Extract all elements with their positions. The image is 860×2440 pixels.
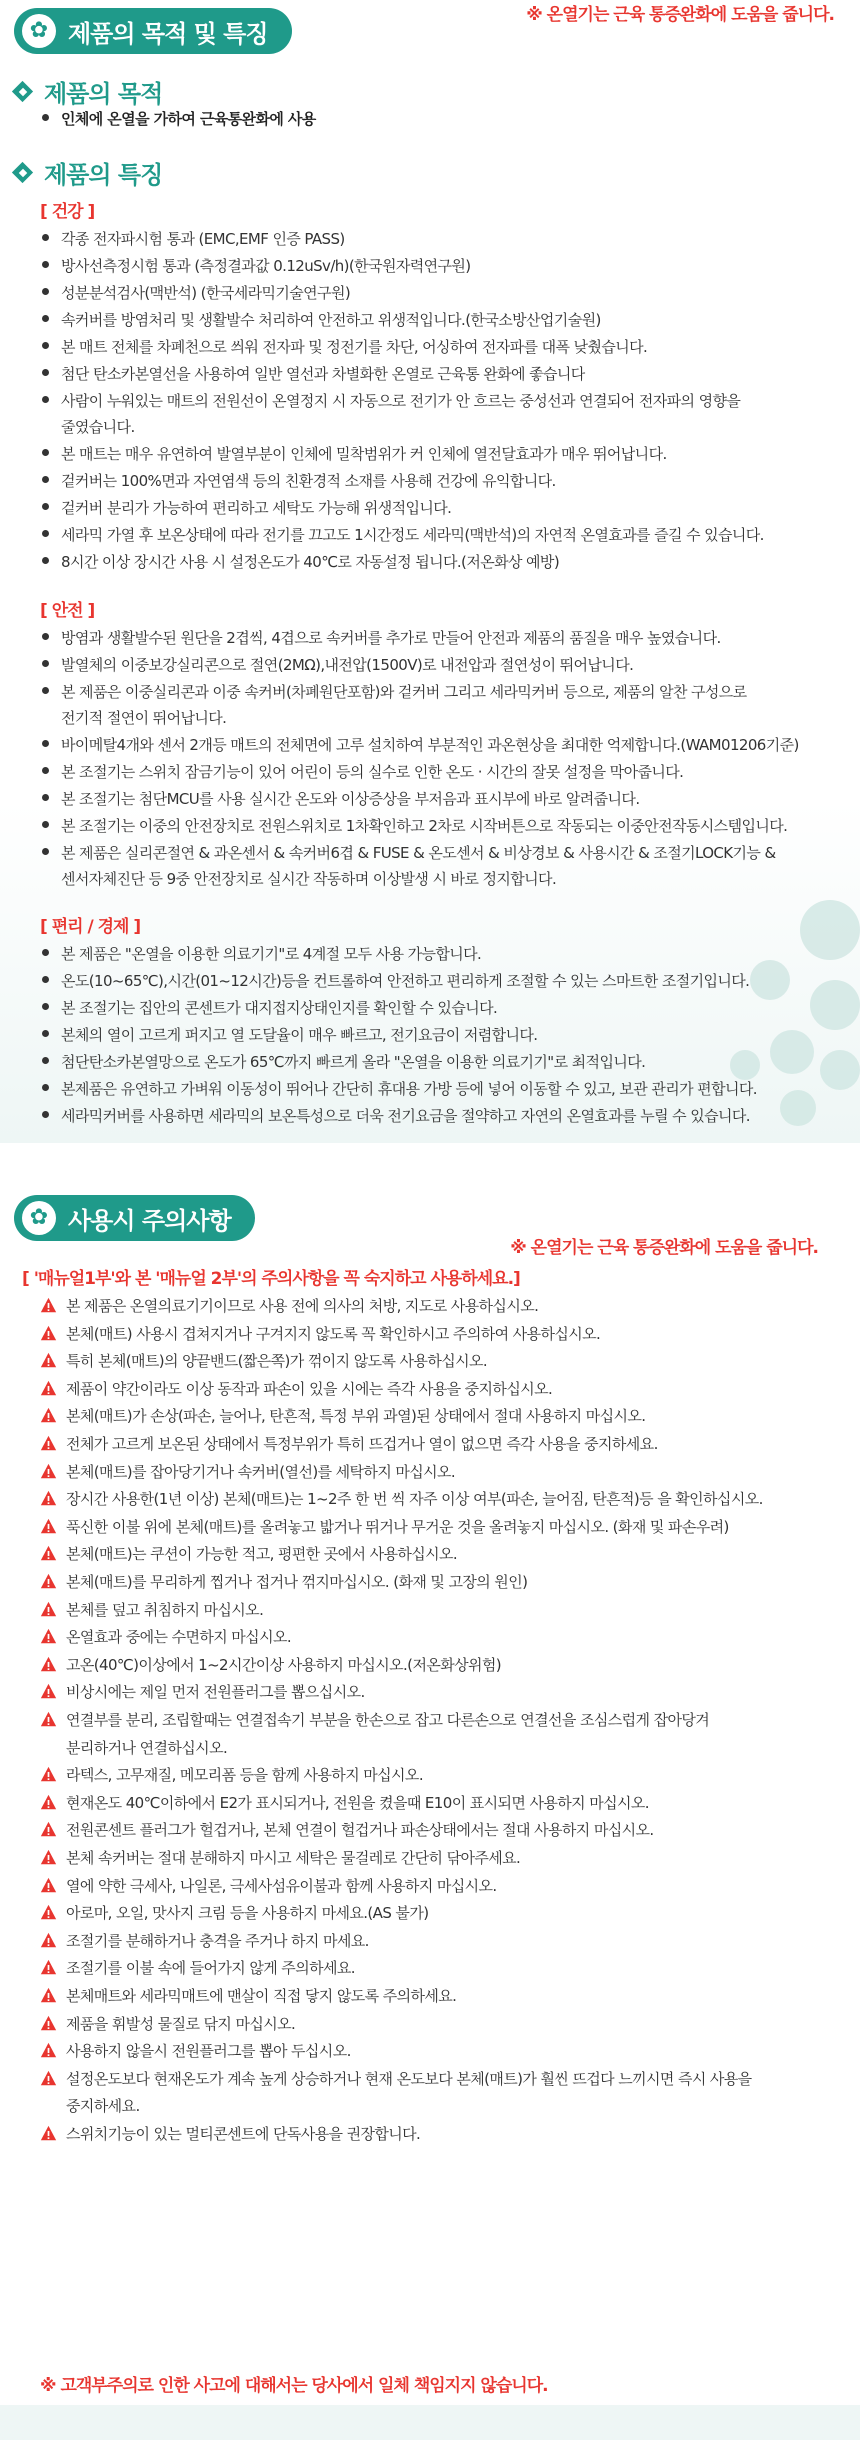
list-item: 바이메탈4개와 센서 2개등 매트의 전체면에 고루 설치하여 부분적인 과온현상을 최대한 억제합니다.(WAM01206기준) xyxy=(42,734,799,755)
caution-item xyxy=(40,1350,487,1371)
warning-triangle-icon xyxy=(40,1794,57,1811)
gear-icon: ✿ xyxy=(22,14,56,48)
top-note: ※ 온열기는 근육 통증완화에 도움을 줍니다. xyxy=(526,5,834,25)
purpose-title: 제품의 목적 xyxy=(44,80,163,108)
health-label: [ 건강 ] xyxy=(40,202,95,222)
warning-triangle-icon xyxy=(40,1656,57,1673)
caution-text: 본체(매트)가 손상(파손, 늘어나, 탄흔적, 특정 부위 과열)된 상태에서 절대 사용하지 마십시오. xyxy=(66,1407,646,1426)
list-item: 본 매트는 매우 유연하여 발열부분이 인체에 밀착범위가 커 인체에 열전달효과가 매우 뛰어납니다. xyxy=(42,443,667,464)
caution-item xyxy=(40,1819,654,1840)
list-item: 발열체의 이중보강실리콘으로 절연(2MΩ),내전압(1500V)로 내전압과 절연성이 뛰어납니다. xyxy=(42,654,633,675)
features-title: 제품의 특징 xyxy=(44,161,163,189)
warning-triangle-icon xyxy=(40,1490,57,1507)
warning-triangle-icon xyxy=(40,1711,57,1728)
caution-item xyxy=(40,1654,501,1675)
caution-text: 본체를 덮고 취침하지 마십시오. xyxy=(66,1600,264,1619)
list-item: 8시간 이상 장시간 사용 시 설정온도가 40℃로 자동설정 됩니다.(저온화상 예방) xyxy=(42,551,559,572)
list-item: 세라믹 가열 후 보온상태에 따라 전기를 끄고도 1시간정도 세라믹(맥반석)의 자연적 온열효과를 즐길 수 있습니다. xyxy=(42,524,764,545)
warning-triangle-icon xyxy=(40,1849,57,1866)
warning-triangle-icon xyxy=(40,1435,57,1452)
list-item: 본 매트 전체를 차폐천으로 씌워 전자파 및 정전기를 차단, 어싱하여 전자파를 대폭 낮췄습니다. xyxy=(42,336,647,357)
caution-text: 스위치기능이 있는 멀티콘센트에 단독사용을 권장합니다. xyxy=(66,2125,421,2143)
warning-triangle-icon xyxy=(40,1959,57,1976)
warning-triangle-icon xyxy=(40,1407,57,1424)
list-item: 본체의 열이 고르게 퍼지고 열 도달율이 매우 빠르고, 전기요금이 저렴합니다. xyxy=(42,1024,537,1045)
caution-item xyxy=(40,1875,497,1896)
caution-text: 조절기를 이불 속에 들어가지 않게 주의하세요. xyxy=(66,1959,355,1978)
caution-item xyxy=(40,1599,263,1620)
caution-text: 고온(40℃)이상에서 1~2시간이상 사용하지 마십시오.(저온화상위험) xyxy=(66,1655,502,1674)
caution-item xyxy=(40,2040,351,2061)
bullet-icon xyxy=(42,114,49,121)
caution-text: 전체가 고르게 보온된 상태에서 특정부위가 특히 뜨겁거나 열이 없으면 즉각 사용을 중지하세요. xyxy=(66,1435,658,1453)
caution-text: 제품이 약간이라도 이상 동작과 파손이 있을 시에는 즉각 사용을 중지하십시오. xyxy=(66,1379,553,1398)
caution-text: 열에 약한 극세사, 나일론, 극세사섬유이불과 함께 사용하지 마십시오. xyxy=(66,1876,497,1895)
caution-item xyxy=(40,1405,645,1426)
caution-item xyxy=(40,1378,552,1399)
caution-text: 본체(매트)를 무리하게 찝거나 접거나 꺾지마십시오. (화재 및 고장의 원인) xyxy=(66,1573,528,1591)
list-item: 본 제품은 이중실리콘과 이중 속커버(차폐원단포함)와 겉커버 그리고 세라믹커버 등으로, 제품의 알찬 구성으로 xyxy=(42,681,747,702)
caution-text: 특히 본체(매트)의 양끝밴드(짧은쪽)가 꺾이지 않도록 사용하십시오. xyxy=(66,1352,488,1371)
caution-text: 전원콘센트 플러그가 헐겁거나, 본체 연결이 헐겁거나 파손상태에서는 절대 사용하지 마십시오. xyxy=(66,1821,654,1840)
features-section xyxy=(0,0,860,1143)
list-item: 본 제품은 "온열을 이용한 의료기기"로 4계절 모두 사용 가능합니다. xyxy=(42,943,481,964)
warning-triangle-icon xyxy=(40,1987,57,2004)
gear-icon: ✿ xyxy=(22,1201,56,1235)
list-item: 방사선측정시험 통과 (측정결과값 0.12uSv/h)(한국원자력연구원) xyxy=(42,255,471,276)
caution-text: 비상시에는 제일 먼저 전원플러그를 뽑으십시오. xyxy=(66,1683,365,1702)
warning-triangle-icon xyxy=(40,1545,57,1562)
warning-triangle-icon xyxy=(40,1297,57,1314)
caution-item xyxy=(40,2123,420,2144)
caution-text: 조절기를 분해하거나 충격을 주거나 하지 마세요. xyxy=(66,1931,369,1950)
warning-triangle-icon xyxy=(40,1683,57,1700)
caution-item xyxy=(40,2013,295,2034)
list-item: 본 조절기는 집안의 콘센트가 대지접지상태인지를 확인할 수 있습니다. xyxy=(42,997,497,1018)
list-item: 겉커버 분리가 가능하여 편리하고 세탁도 가능해 위생적입니다. xyxy=(42,497,451,518)
list-item: 겉커버는 100%면과 자연염색 등의 친환경적 소재를 사용해 건강에 유익합니다. xyxy=(42,470,556,491)
warning-triangle-icon xyxy=(40,1518,57,1535)
warning-triangle-icon xyxy=(40,1904,57,1921)
caution-item xyxy=(40,1488,763,1509)
caution-item xyxy=(40,1764,423,1785)
caution-item xyxy=(40,1792,649,1813)
list-item: 사람이 누워있는 매트의 전원선이 온열정지 시 자동으로 전기가 안 흐르는 중성선과 연결되어 전자파의 영향을 xyxy=(42,390,740,411)
list-item-continued: 줄였습니다. xyxy=(61,418,135,436)
caution-item-continued: 분리하거나 연결하십시오. xyxy=(66,1738,228,1757)
cautions-section xyxy=(0,1143,860,2440)
section-title-pill xyxy=(14,8,292,54)
list-item: 본제품은 유연하고 가벼워 이동성이 뛰어나 간단히 휴대용 가방 등에 넣어 이동할 수 있고, 보관 관리가 편합니다. xyxy=(42,1078,757,1099)
list-item: 첨단 탄소카본열선을 사용하여 일반 열선과 차별화한 온열로 근육통 완화에 좋습니다 xyxy=(42,363,585,384)
warning-triangle-icon xyxy=(40,1932,57,1949)
list-item: 본 조절기는 첨단MCU를 사용 실시간 온도와 이상증상을 부저음과 표시부에 바로 알려줍니다. xyxy=(42,788,640,809)
warning-triangle-icon xyxy=(40,2015,57,2032)
warning-triangle-icon xyxy=(40,1573,57,1590)
list-item: 성분분석검사(맥반석) (한국세라믹기술연구원) xyxy=(42,282,350,303)
list-item: 본 조절기는 이중의 안전장치로 전원스위치로 1차확인하고 2차로 시작버튼으로 작동되는 이중안전작동시스템입니다. xyxy=(42,815,787,836)
list-item: 세라믹커버를 사용하면 세라믹의 보온특성으로 더욱 전기요금을 절약하고 자연의 온열효과를 누릴 수 있습니다. xyxy=(42,1105,750,1126)
warning-triangle-icon xyxy=(40,1877,57,1894)
warning-triangle-icon xyxy=(40,1352,57,1369)
caution-text: 연결부를 분리, 조립할때는 연결접속기 부분을 한손으로 잡고 다른손으로 연결선을 조심스럽게 잡아당겨 xyxy=(66,1711,710,1729)
caution-text: 현재온도 40℃이하에서 E2가 표시되거나, 전원을 켰을때 E10이 표시되면 사용하지 마십시오. xyxy=(66,1793,649,1812)
list-item-continued: 전기적 절연이 뛰어납니다. xyxy=(61,709,227,727)
caution-item xyxy=(40,1957,355,1978)
caution-text: 본체(매트)를 잡아당기거나 속커버(열선)를 세탁하지 마십시오. xyxy=(66,1462,456,1481)
warning-triangle-icon xyxy=(40,1628,57,1645)
caution-text: 본체매트와 세라믹매트에 맨살이 직접 닿지 않도록 주의하세요. xyxy=(66,1987,457,2005)
list-item-continued: 센서자체진단 등 9중 안전장치로 실시간 작동하며 이상발생 시 바로 정지합니다. xyxy=(61,870,557,888)
caution-item-continued: 중지하세요. xyxy=(66,2097,140,2116)
diamond-icon xyxy=(14,164,32,182)
list-item: 각종 전자파시험 통과 (EMC,EMF 인증 PASS) xyxy=(42,228,345,249)
disclaimer: ※ 고객부주의로 인한 사고에 대해서는 당사에서 일체 책임지지 않습니다. xyxy=(40,2376,548,2396)
list-item: 본 제품은 실리콘절연 & 과온센서 & 속커버6겹 & FUSE & 온도센서 & 비상경보 & 사용시간 & 조절기LOCK기능 & xyxy=(42,842,776,863)
cautions-note: ※ 온열기는 근육 통증완화에 도움을 줍니다. xyxy=(510,1238,818,1258)
caution-item xyxy=(40,2068,752,2089)
caution-item xyxy=(40,1847,520,1868)
footer-band xyxy=(0,2405,860,2440)
warning-triangle-icon xyxy=(40,2070,57,2087)
caution-text: 본체(매트) 사용시 겹쳐지거나 구겨지지 않도록 꼭 확인하시고 주의하여 사용하십시오. xyxy=(66,1324,601,1343)
cautions-heading: [ '매뉴얼1부'와 본 '매뉴얼 2부'의 주의사항을 꼭 숙지하고 사용하세요.] xyxy=(22,1269,520,1289)
diamond-icon xyxy=(14,83,32,101)
warning-triangle-icon xyxy=(40,1325,57,1342)
safety-label: [ 안전 ] xyxy=(40,601,95,621)
convenience-label: [ 편리 / 경제 ] xyxy=(40,917,141,937)
caution-item xyxy=(40,1516,729,1537)
list-item: 방염과 생활발수된 원단을 2겹씩, 4겹으로 속커버를 추가로 만들어 안전과 제품의 품질을 매우 높였습니다. xyxy=(42,627,721,648)
caution-text: 온열효과 중에는 수면하지 마십시오. xyxy=(66,1628,292,1647)
caution-text: 라텍스, 고무재질, 메모리폼 등을 함께 사용하지 마십시오. xyxy=(66,1766,423,1785)
warning-triangle-icon xyxy=(40,1601,57,1618)
list-item: 본 조절기는 스위치 잠금기능이 있어 어린이 등의 실수로 인한 온도 · 시간의 잘못 설정을 막아줍니다. xyxy=(42,761,683,782)
warning-triangle-icon xyxy=(40,2125,57,2142)
caution-item xyxy=(40,1543,457,1564)
warning-triangle-icon xyxy=(40,1463,57,1480)
caution-item xyxy=(40,1681,365,1702)
caution-text: 본체(매트)는 쿠션이 가능한 적고, 평편한 곳에서 사용하십시오. xyxy=(66,1545,458,1564)
caution-text: 제품을 휘발성 물질로 닦지 마십시오. xyxy=(66,2014,296,2033)
caution-text: 푹신한 이불 위에 본체(매트)를 올려놓고 밟거나 뛰거나 무거운 것을 올려놓지 마십시오. (화재 및 파손우려) xyxy=(66,1517,729,1536)
caution-item xyxy=(40,1902,428,1923)
warning-triangle-icon xyxy=(40,1821,57,1838)
list-item: 첨단탄소카본열망으로 온도가 65℃까지 빠르게 올라 "온열을 이용한 의료기기"로 최적입니다. xyxy=(42,1051,645,1072)
cautions-title-pill xyxy=(14,1195,255,1241)
warning-triangle-icon xyxy=(40,1380,57,1397)
caution-text: 장시간 사용한(1년 이상) 본체(매트)는 1~2주 한 번 씩 자주 이상 여부(파손, 늘어짐, 탄흔적)등 을 확인하십시오. xyxy=(66,1490,763,1509)
caution-item xyxy=(40,1461,455,1482)
caution-item xyxy=(40,1709,709,1730)
section-title: 제품의 목적 및 특징 xyxy=(68,19,268,48)
features-heading xyxy=(14,155,162,190)
caution-text: 사용하지 않을시 전원플러그를 뽑아 두십시오. xyxy=(66,2042,351,2061)
cautions-title: 사용시 주의사항 xyxy=(68,1206,231,1235)
caution-item xyxy=(40,1433,658,1454)
caution-item xyxy=(40,1571,527,1592)
warning-triangle-icon xyxy=(40,1766,57,1783)
caution-text: 본 제품은 온열의료기기이므로 사용 전에 의사의 처방, 지도로 사용하십시오. xyxy=(66,1297,539,1315)
caution-item xyxy=(40,1985,456,2006)
purpose-heading xyxy=(14,74,162,109)
caution-text: 아로마, 오일, 맛사지 크림 등을 사용하지 마세요.(AS 불가) xyxy=(66,1904,429,1923)
caution-item xyxy=(40,1930,369,1951)
warning-triangle-icon xyxy=(40,2042,57,2059)
caution-item xyxy=(40,1295,538,1316)
caution-item xyxy=(40,1626,291,1647)
caution-text: 본체 속커버는 절대 분해하지 마시고 세탁은 물걸레로 간단히 닦아주세요. xyxy=(66,1849,521,1867)
list-item: 온도(10~65℃),시간(01~12시간)등을 컨트롤하여 안전하고 편리하게 조절할 수 있는 스마트한 조절기입니다. xyxy=(42,970,749,991)
caution-item xyxy=(40,1323,600,1344)
caution-text: 설정온도보다 현재온도가 계속 높게 상승하거나 현재 온도보다 본체(매트)가 훨씬 뜨겁다 느끼시면 즉시 사용을 xyxy=(66,2069,752,2088)
purpose-item: 인체에 온열을 가하여 근육통완화에 사용 xyxy=(42,108,316,129)
list-item: 속커버를 방염처리 및 생활발수 처리하여 안전하고 위생적입니다.(한국소방산업기술원) xyxy=(42,309,601,330)
